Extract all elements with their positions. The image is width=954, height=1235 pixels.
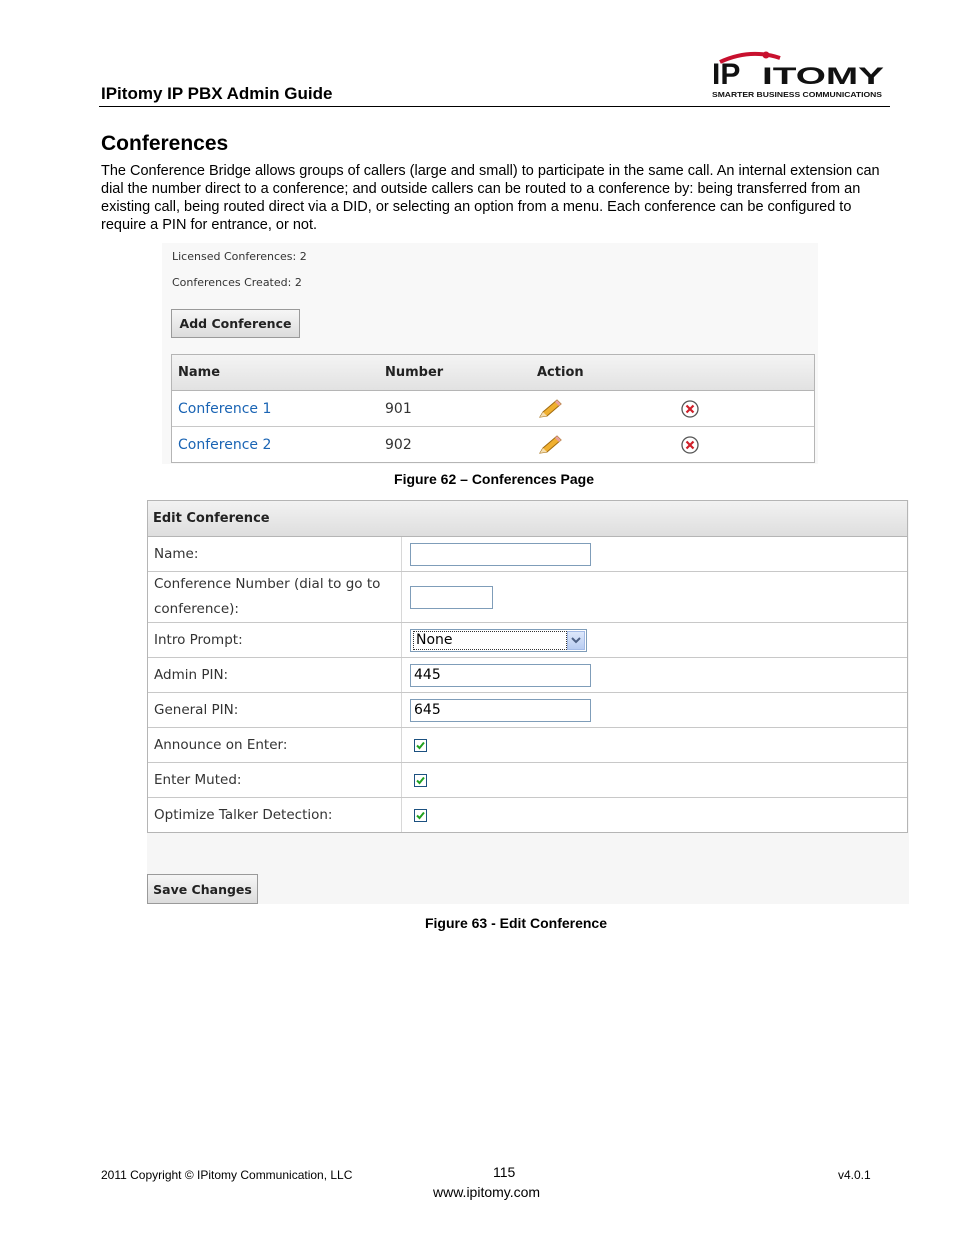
- footer-copyright: 2011 Copyright © IPitomy Communication, LLC: [101, 1168, 353, 1182]
- column-number: Number: [385, 365, 444, 380]
- add-conference-button[interactable]: Add Conference: [171, 309, 300, 338]
- page-number: 115: [493, 1164, 516, 1180]
- delete-icon[interactable]: [680, 427, 700, 462]
- field-row-muted: [148, 763, 907, 798]
- muted-checkbox[interactable]: [414, 774, 427, 787]
- conferences-table: [171, 354, 815, 463]
- figure-62-caption: Figure 62 – Conferences Page: [394, 471, 594, 487]
- column-divider: [401, 572, 402, 622]
- general-pin-label: General PIN:: [154, 701, 239, 718]
- doc-title: IPitomy IP PBX Admin Guide: [101, 84, 333, 103]
- svg-text:ITOMY: ITOMY: [762, 63, 884, 90]
- conferences-created: Conferences Created: 2: [172, 276, 302, 289]
- column-divider: [401, 798, 402, 832]
- field-row-talker: [148, 798, 907, 832]
- conference-link[interactable]: Conference 2: [178, 436, 272, 453]
- conference-number: 901: [385, 400, 412, 417]
- table-row: [172, 391, 814, 427]
- intro-prompt-value: None: [413, 631, 567, 650]
- name-input[interactable]: [410, 543, 591, 566]
- conference-link[interactable]: Conference 1: [178, 400, 272, 417]
- svg-text:SMARTER BUSINESS COMMUNICATION: SMARTER BUSINESS COMMUNICATIONS: [712, 90, 883, 99]
- header-rule: [99, 106, 890, 107]
- table-header: [172, 355, 814, 391]
- footer-url: www.ipitomy.com: [433, 1184, 541, 1200]
- talker-label: Optimize Talker Detection:: [154, 806, 333, 823]
- figure-63-caption: Figure 63 - Edit Conference: [424, 915, 608, 931]
- save-changes-button[interactable]: Save Changes: [147, 874, 258, 904]
- column-divider: [401, 728, 402, 762]
- field-row-general-pin: [148, 693, 907, 728]
- table-row: [172, 427, 814, 462]
- field-row-announce: [148, 728, 907, 763]
- column-divider: [401, 658, 402, 692]
- column-divider: [401, 623, 402, 657]
- admin-pin-label: Admin PIN:: [154, 666, 229, 683]
- column-action: Action: [537, 365, 584, 380]
- edit-conference-form: [147, 500, 908, 833]
- pencil-icon[interactable]: [537, 427, 563, 462]
- announce-checkbox[interactable]: [414, 739, 427, 752]
- ipitomy-logo: [710, 50, 886, 102]
- intro-prompt-label: Intro Prompt:: [154, 631, 243, 648]
- column-divider: [401, 537, 402, 571]
- form-title: Edit Conference: [148, 501, 907, 537]
- field-row-name: [148, 537, 907, 572]
- muted-label: Enter Muted:: [154, 771, 242, 788]
- field-row-intro-prompt: [148, 623, 907, 658]
- licensed-conferences: Licensed Conferences: 2: [172, 250, 307, 263]
- talker-checkbox[interactable]: [414, 809, 427, 822]
- section-heading: Conferences: [101, 132, 229, 155]
- chevron-down-icon[interactable]: [567, 631, 585, 650]
- general-pin-input[interactable]: 645: [410, 699, 591, 722]
- field-row-number: [148, 572, 907, 623]
- intro-prompt-select[interactable]: [410, 629, 587, 652]
- conference-number-input[interactable]: [410, 586, 493, 609]
- svg-text:IP: IP: [712, 58, 741, 91]
- field-row-admin-pin: [148, 658, 907, 693]
- conference-number: 902: [385, 436, 412, 453]
- conference-number-label: Conference Number (dial to go to conference):: [154, 576, 381, 617]
- delete-icon[interactable]: [680, 391, 700, 426]
- version-label: v4.0.1: [838, 1168, 871, 1182]
- intro-paragraph: The Conference Bridge allows groups of callers (large and small) to participate in the same call. An internal extension can dial the number direct to a conference; and outside callers can be routed to a conference by: being transferred from an existing call, being routed direct via a DID, or selecting an option from a menu. Each conference can be configured to require a PIN for entrance, or not.: [101, 163, 880, 233]
- pencil-icon[interactable]: [537, 391, 563, 426]
- admin-pin-input[interactable]: 445: [410, 664, 591, 687]
- announce-label: Announce on Enter:: [154, 736, 288, 753]
- name-label: Name:: [154, 545, 199, 562]
- column-divider: [401, 693, 402, 727]
- column-divider: [401, 763, 402, 797]
- column-name: Name: [178, 365, 221, 380]
